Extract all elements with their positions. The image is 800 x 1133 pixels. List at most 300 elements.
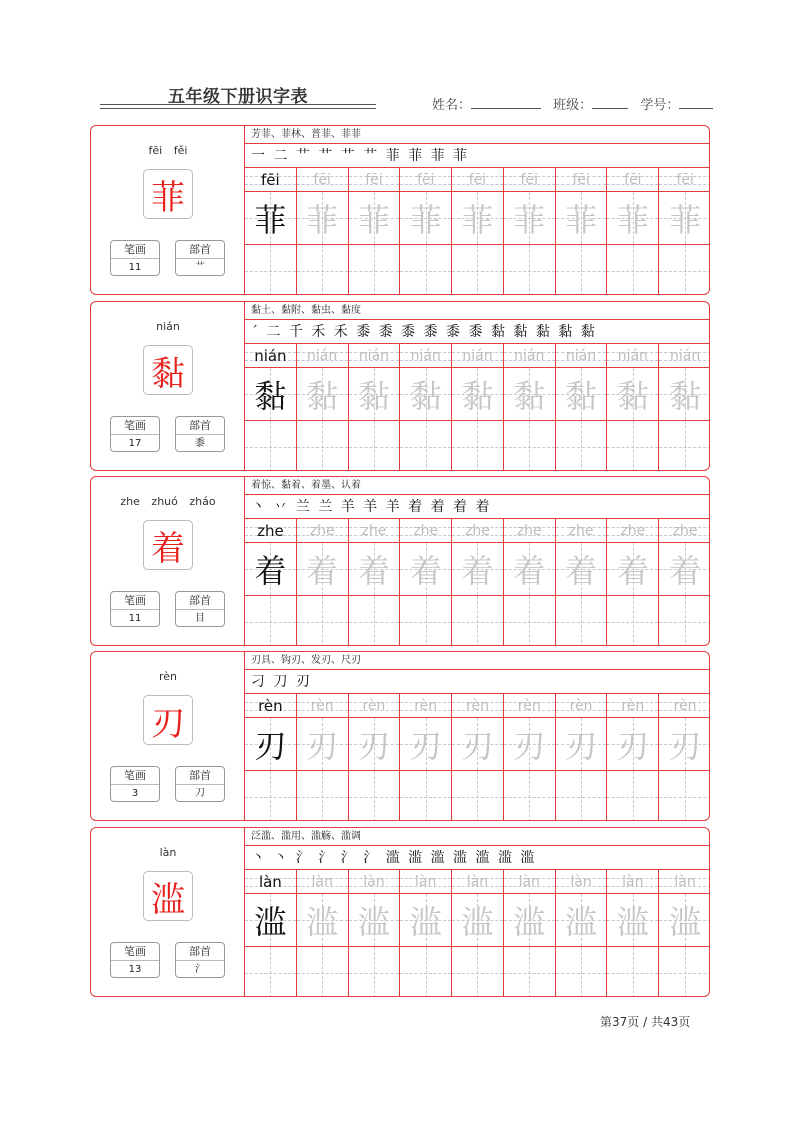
radical-value: 黍 <box>195 438 205 449</box>
title-underline <box>100 104 376 105</box>
radical-box <box>175 416 225 452</box>
empty-practice-cell[interactable] <box>504 947 556 997</box>
char-practice-cell[interactable] <box>400 718 452 770</box>
practice-char: 滥 <box>616 903 649 941</box>
practice-pinyin: rèn <box>673 698 697 714</box>
practice-pinyin: làn <box>570 874 592 890</box>
char-practice-cell[interactable] <box>452 192 504 244</box>
char-practice-cell[interactable] <box>556 368 608 420</box>
practice-char: 刃 <box>461 727 494 765</box>
practice-pinyin: rèn <box>466 698 489 714</box>
char-practice-cell[interactable] <box>452 718 504 770</box>
empty-practice-cell[interactable] <box>504 771 556 821</box>
character-pinyin: làn <box>159 846 177 859</box>
radical-value: 刀 <box>195 788 205 799</box>
practice-grid <box>245 168 710 295</box>
empty-practice-cell[interactable] <box>556 421 608 471</box>
empty-practice-cell[interactable] <box>556 947 608 997</box>
practice-char: 刃 <box>409 727 442 765</box>
name-field[interactable] <box>471 96 541 109</box>
char-practice-cell[interactable] <box>400 894 452 946</box>
practice-panel <box>245 126 710 294</box>
char-practice-cell[interactable] <box>349 894 401 946</box>
practice-pinyin: zhe <box>672 523 698 539</box>
empty-practice-cell[interactable] <box>452 596 504 646</box>
pinyin-practice-cell[interactable] <box>504 168 556 191</box>
practice-char: 刃 <box>669 727 702 765</box>
pinyin-practice-cell[interactable] <box>556 344 608 367</box>
empty-practice-cell[interactable] <box>556 245 608 295</box>
id-field[interactable] <box>679 96 713 109</box>
char-practice-cell[interactable] <box>556 192 608 244</box>
pinyin-practice-cell[interactable] <box>349 168 401 191</box>
pinyin-practice-cell[interactable] <box>607 344 659 367</box>
empty-practice-cell[interactable] <box>245 421 297 471</box>
char-practice-cell[interactable] <box>297 543 349 595</box>
empty-practice-cell[interactable] <box>297 245 349 295</box>
pinyin-practice-cell[interactable] <box>556 519 608 542</box>
pinyin-practice-cell[interactable] <box>607 519 659 542</box>
practice-char: 着 <box>513 552 546 590</box>
empty-practice-cell[interactable] <box>245 771 297 821</box>
class-field[interactable] <box>592 96 628 109</box>
practice-pinyin: rèn <box>414 698 438 714</box>
practice-char: 黏 <box>254 377 287 415</box>
class-label: 班级： <box>553 98 593 113</box>
practice-pinyin: fēi <box>572 172 590 188</box>
character-row <box>245 894 710 947</box>
practice-pinyin: rèn <box>517 698 541 714</box>
empty-practice-cell[interactable] <box>349 245 401 295</box>
empty-practice-cell[interactable] <box>504 245 556 295</box>
pinyin-practice-cell[interactable] <box>504 519 556 542</box>
stroke-count-label: 笔画 <box>111 241 159 259</box>
practice-panel <box>245 477 710 645</box>
radical-box <box>175 240 225 276</box>
char-practice-cell[interactable] <box>556 543 608 595</box>
radical-label: 部首 <box>176 767 224 785</box>
character-pinyin: fēi fěi <box>148 144 188 157</box>
practice-char: 刃 <box>513 727 546 765</box>
practice-char: 滥 <box>357 903 390 941</box>
pinyin-practice-cell[interactable] <box>659 344 710 367</box>
stroke-count-value: 11 <box>128 613 142 624</box>
pinyin-practice-cell[interactable] <box>504 344 556 367</box>
char-practice-cell[interactable] <box>659 543 710 595</box>
practice-pinyin: rèn <box>621 698 645 714</box>
char-practice-cell[interactable] <box>556 718 608 770</box>
radical-box <box>175 766 225 802</box>
empty-practice-cell[interactable] <box>400 245 452 295</box>
practice-pinyin: nián <box>617 348 648 364</box>
character-display: 着 <box>143 520 193 570</box>
empty-practice-cell[interactable] <box>659 596 710 646</box>
practice-char: 菲 <box>254 201 287 239</box>
practice-pinyin: nián <box>514 348 545 364</box>
example-words: 黏土、黏附、黏虫、黏度 <box>245 302 710 320</box>
practice-pinyin: làn <box>258 873 282 891</box>
stroke-count-value: 13 <box>128 964 142 975</box>
empty-practice-cell[interactable] <box>452 245 504 295</box>
practice-pinyin: làn <box>466 874 489 890</box>
character-pinyin: rèn <box>158 670 178 683</box>
practice-char: 黏 <box>565 377 598 415</box>
practice-pinyin: fēi <box>520 172 538 188</box>
practice-pinyin: zhe <box>568 523 594 539</box>
practice-grid <box>245 519 710 646</box>
empty-practice-cell[interactable] <box>400 947 452 997</box>
practice-grid <box>245 694 710 821</box>
practice-char: 着 <box>565 552 598 590</box>
pinyin-practice-cell[interactable] <box>400 519 452 542</box>
practice-char: 菲 <box>461 201 494 239</box>
empty-practice-cell[interactable] <box>452 421 504 471</box>
char-practice-cell[interactable] <box>349 368 401 420</box>
blank-row <box>245 596 710 646</box>
empty-practice-cell[interactable] <box>504 596 556 646</box>
practice-pinyin: fēi <box>468 172 487 188</box>
char-practice-cell[interactable] <box>245 368 297 420</box>
char-practice-cell[interactable] <box>452 543 504 595</box>
pinyin-practice-cell[interactable] <box>245 344 297 367</box>
empty-practice-cell[interactable] <box>349 771 401 821</box>
pinyin-practice-cell[interactable] <box>556 168 608 191</box>
empty-practice-cell[interactable] <box>349 947 401 997</box>
practice-char: 刃 <box>254 727 287 765</box>
pinyin-practice-cell[interactable] <box>400 870 452 893</box>
practice-pinyin: zhe <box>309 523 335 539</box>
practice-pinyin: fēi <box>261 171 280 189</box>
practice-char: 菲 <box>616 201 649 239</box>
pinyin-row <box>245 519 710 543</box>
practice-char: 着 <box>254 552 287 590</box>
empty-practice-cell[interactable] <box>400 771 452 821</box>
character-card <box>90 651 710 821</box>
pinyin-practice-cell[interactable] <box>659 694 710 717</box>
character-card <box>90 476 710 646</box>
practice-char: 滥 <box>306 903 339 941</box>
practice-panel <box>245 652 710 820</box>
char-practice-cell[interactable] <box>245 718 297 770</box>
practice-pinyin: làn <box>311 874 333 890</box>
pinyin-practice-cell[interactable] <box>297 168 349 191</box>
char-practice-cell[interactable] <box>504 192 556 244</box>
stroke-order: 丶 丷 兰 兰 羊 羊 羊 着 着 着 着 <box>245 495 710 519</box>
empty-practice-cell[interactable] <box>452 771 504 821</box>
char-practice-cell[interactable] <box>659 368 710 420</box>
empty-practice-cell[interactable] <box>245 596 297 646</box>
char-practice-cell[interactable] <box>607 718 659 770</box>
pinyin-practice-cell[interactable] <box>452 694 504 717</box>
empty-practice-cell[interactable] <box>245 245 297 295</box>
practice-char: 菲 <box>357 201 390 239</box>
empty-practice-cell[interactable] <box>452 947 504 997</box>
char-practice-cell[interactable] <box>659 894 710 946</box>
character-info-panel <box>91 477 245 645</box>
char-practice-cell[interactable] <box>607 894 659 946</box>
practice-char: 黏 <box>357 377 390 415</box>
empty-practice-cell[interactable] <box>556 771 608 821</box>
empty-practice-cell[interactable] <box>504 421 556 471</box>
practice-char: 刃 <box>357 727 390 765</box>
pinyin-practice-cell[interactable] <box>349 694 401 717</box>
pinyin-practice-cell[interactable] <box>349 870 401 893</box>
pinyin-practice-cell[interactable] <box>400 168 452 191</box>
empty-practice-cell[interactable] <box>659 947 710 997</box>
blank-row <box>245 947 710 997</box>
stroke-count-label: 笔画 <box>111 417 159 435</box>
char-practice-cell[interactable] <box>245 894 297 946</box>
empty-practice-cell[interactable] <box>297 421 349 471</box>
practice-pinyin: làn <box>518 874 540 890</box>
char-practice-cell[interactable] <box>659 718 710 770</box>
pinyin-practice-cell[interactable] <box>607 168 659 191</box>
empty-practice-cell[interactable] <box>297 771 349 821</box>
empty-practice-cell[interactable] <box>659 771 710 821</box>
character-row <box>245 192 710 245</box>
pinyin-practice-cell[interactable] <box>245 694 297 717</box>
character-display: 刃 <box>143 695 193 745</box>
practice-pinyin: rèn <box>310 698 334 714</box>
pinyin-practice-cell[interactable] <box>349 519 401 542</box>
stroke-count-box <box>110 942 160 978</box>
practice-pinyin: fēi <box>365 172 383 188</box>
pinyin-practice-cell[interactable] <box>659 870 710 893</box>
char-practice-cell[interactable] <box>556 894 608 946</box>
character-row <box>245 543 710 596</box>
char-practice-cell[interactable] <box>607 192 659 244</box>
radical-label: 部首 <box>176 592 224 610</box>
radical-label: 部首 <box>176 943 224 961</box>
empty-practice-cell[interactable] <box>607 245 659 295</box>
blank-row <box>245 245 710 295</box>
pinyin-practice-cell[interactable] <box>452 519 504 542</box>
empty-practice-cell[interactable] <box>349 596 401 646</box>
char-practice-cell[interactable] <box>607 368 659 420</box>
practice-pinyin: nián <box>410 348 441 364</box>
radical-value: 氵 <box>195 964 205 975</box>
practice-pinyin: nián <box>358 348 390 364</box>
practice-char: 刃 <box>565 727 598 765</box>
empty-practice-cell[interactable] <box>297 596 349 646</box>
practice-pinyin: rèn <box>569 698 593 714</box>
practice-pinyin: làn <box>674 874 696 890</box>
char-practice-cell[interactable] <box>349 192 401 244</box>
char-practice-cell[interactable] <box>607 543 659 595</box>
pinyin-practice-cell[interactable] <box>297 694 349 717</box>
char-practice-cell[interactable] <box>245 543 297 595</box>
pinyin-practice-cell[interactable] <box>452 344 504 367</box>
practice-pinyin: nián <box>565 348 597 364</box>
character-row <box>245 718 710 771</box>
empty-practice-cell[interactable] <box>659 421 710 471</box>
char-practice-cell[interactable] <box>400 192 452 244</box>
char-practice-cell[interactable] <box>504 543 556 595</box>
pinyin-practice-cell[interactable] <box>297 519 349 542</box>
practice-pinyin: nián <box>254 347 287 365</box>
pinyin-practice-cell[interactable] <box>297 344 349 367</box>
character-display: 黏 <box>143 345 193 395</box>
title-underline-2 <box>100 108 376 109</box>
empty-practice-cell[interactable] <box>607 596 659 646</box>
pinyin-practice-cell[interactable] <box>504 870 556 893</box>
char-practice-cell[interactable] <box>400 368 452 420</box>
practice-panel <box>245 828 710 996</box>
pinyin-practice-cell[interactable] <box>659 519 710 542</box>
practice-char: 黏 <box>513 377 546 415</box>
stroke-count-box <box>110 416 160 452</box>
empty-practice-cell[interactable] <box>556 596 608 646</box>
practice-char: 着 <box>616 552 649 590</box>
practice-pinyin: làn <box>415 874 437 890</box>
example-words: 刃具、钩刃、发刃、尺刃 <box>245 652 710 670</box>
blank-row <box>245 421 710 471</box>
stroke-count-value: 3 <box>131 788 139 799</box>
practice-char: 着 <box>461 552 494 590</box>
char-practice-cell[interactable] <box>349 543 401 595</box>
pinyin-practice-cell[interactable] <box>245 870 297 893</box>
char-practice-cell[interactable] <box>297 894 349 946</box>
radical-label: 部首 <box>176 241 224 259</box>
pinyin-practice-cell[interactable] <box>504 694 556 717</box>
stroke-order: ˊ 二 千 禾 禾 黍 黍 黍 黍 黍 黍 黏 黏 黏 黏 黏 <box>245 320 710 344</box>
practice-pinyin: fēi <box>416 172 435 188</box>
practice-pinyin: fēi <box>624 172 642 188</box>
empty-practice-cell[interactable] <box>607 947 659 997</box>
char-practice-cell[interactable] <box>504 894 556 946</box>
practice-char: 滥 <box>513 903 546 941</box>
pinyin-practice-cell[interactable] <box>245 519 297 542</box>
char-practice-cell[interactable] <box>504 368 556 420</box>
practice-char: 着 <box>306 552 339 590</box>
stroke-order: 刁 刀 刃 <box>245 670 710 694</box>
practice-pinyin: zhe <box>413 523 439 539</box>
empty-practice-cell[interactable] <box>297 947 349 997</box>
char-practice-cell[interactable] <box>659 192 710 244</box>
character-pinyin: nián <box>156 320 180 333</box>
character-info-panel <box>91 126 245 294</box>
stroke-order: 丶 丶 氵 氵 氵 氵 滥 滥 滥 滥 滥 滥 滥 <box>245 846 710 870</box>
empty-practice-cell[interactable] <box>400 596 452 646</box>
empty-practice-cell[interactable] <box>607 771 659 821</box>
name-label: 姓名： <box>432 98 472 113</box>
pinyin-practice-cell[interactable] <box>452 168 504 191</box>
example-words: 芳菲、菲林、普菲、菲菲 <box>245 126 710 144</box>
char-practice-cell[interactable] <box>400 543 452 595</box>
char-practice-cell[interactable] <box>504 718 556 770</box>
char-practice-cell[interactable] <box>452 894 504 946</box>
practice-pinyin: zhe <box>620 523 646 539</box>
pinyin-practice-cell[interactable] <box>659 168 710 191</box>
character-display: 菲 <box>143 169 193 219</box>
stroke-count-value: 11 <box>128 262 142 273</box>
practice-pinyin: zhe <box>361 523 387 539</box>
practice-char: 菲 <box>565 201 598 239</box>
character-card <box>90 827 710 997</box>
practice-char: 滥 <box>409 903 442 941</box>
example-words: 泛滥、滥用、滥觞、滥调 <box>245 828 710 846</box>
student-info-fields <box>432 94 713 113</box>
stroke-count-value: 17 <box>128 438 142 449</box>
practice-char: 黏 <box>669 377 702 415</box>
pinyin-practice-cell[interactable] <box>556 870 608 893</box>
worksheet-title: 五年级下册识字表 <box>168 87 308 107</box>
pinyin-practice-cell[interactable] <box>607 694 659 717</box>
practice-pinyin: fēi <box>313 172 331 188</box>
practice-pinyin: nián <box>462 348 493 364</box>
practice-char: 着 <box>357 552 390 590</box>
pinyin-row <box>245 168 710 192</box>
practice-char: 滥 <box>254 903 287 941</box>
pinyin-practice-cell[interactable] <box>607 870 659 893</box>
example-words: 着惊、黏着、着墨、认着 <box>245 477 710 495</box>
practice-char: 菲 <box>513 201 546 239</box>
char-practice-cell[interactable] <box>297 192 349 244</box>
practice-grid <box>245 344 710 471</box>
character-info-panel <box>91 828 245 996</box>
empty-practice-cell[interactable] <box>400 421 452 471</box>
empty-practice-cell[interactable] <box>659 245 710 295</box>
stroke-count-label: 笔画 <box>111 943 159 961</box>
character-row <box>245 368 710 421</box>
practice-char: 菲 <box>409 201 442 239</box>
radical-box <box>175 942 225 978</box>
char-practice-cell[interactable] <box>297 718 349 770</box>
stroke-count-label: 笔画 <box>111 767 159 785</box>
practice-pinyin: fēi <box>676 172 694 188</box>
char-practice-cell[interactable] <box>349 718 401 770</box>
radical-value: 艹 <box>195 262 205 273</box>
radical-box <box>175 591 225 627</box>
practice-pinyin: nián <box>669 348 701 364</box>
pinyin-practice-cell[interactable] <box>556 694 608 717</box>
id-label: 学号： <box>640 98 680 113</box>
pinyin-practice-cell[interactable] <box>400 694 452 717</box>
practice-char: 黏 <box>306 377 339 415</box>
char-practice-cell[interactable] <box>297 368 349 420</box>
pinyin-practice-cell[interactable] <box>452 870 504 893</box>
practice-char: 滥 <box>461 903 494 941</box>
practice-char: 滥 <box>669 903 702 941</box>
pinyin-practice-cell[interactable] <box>400 344 452 367</box>
pinyin-practice-cell[interactable] <box>349 344 401 367</box>
char-practice-cell[interactable] <box>245 192 297 244</box>
practice-pinyin: làn <box>363 874 385 890</box>
stroke-count-box <box>110 240 160 276</box>
stroke-count-box <box>110 766 160 802</box>
practice-pinyin: rèn <box>362 698 386 714</box>
stroke-count-box <box>110 591 160 627</box>
stroke-count-label: 笔画 <box>111 592 159 610</box>
character-info-panel <box>91 652 245 820</box>
char-practice-cell[interactable] <box>452 368 504 420</box>
practice-char: 菲 <box>669 201 702 239</box>
blank-row <box>245 771 710 821</box>
pinyin-practice-cell[interactable] <box>245 168 297 191</box>
practice-char: 滥 <box>565 903 598 941</box>
practice-char: 刃 <box>616 727 649 765</box>
empty-practice-cell[interactable] <box>349 421 401 471</box>
empty-practice-cell[interactable] <box>245 947 297 997</box>
character-display: 滥 <box>143 871 193 921</box>
practice-char: 黏 <box>616 377 649 415</box>
empty-practice-cell[interactable] <box>607 421 659 471</box>
practice-pinyin: zhe <box>257 522 284 540</box>
page-number: 第37页 / 共43页 <box>600 1015 691 1029</box>
practice-grid <box>245 870 710 997</box>
character-card <box>90 301 710 471</box>
pinyin-practice-cell[interactable] <box>297 870 349 893</box>
